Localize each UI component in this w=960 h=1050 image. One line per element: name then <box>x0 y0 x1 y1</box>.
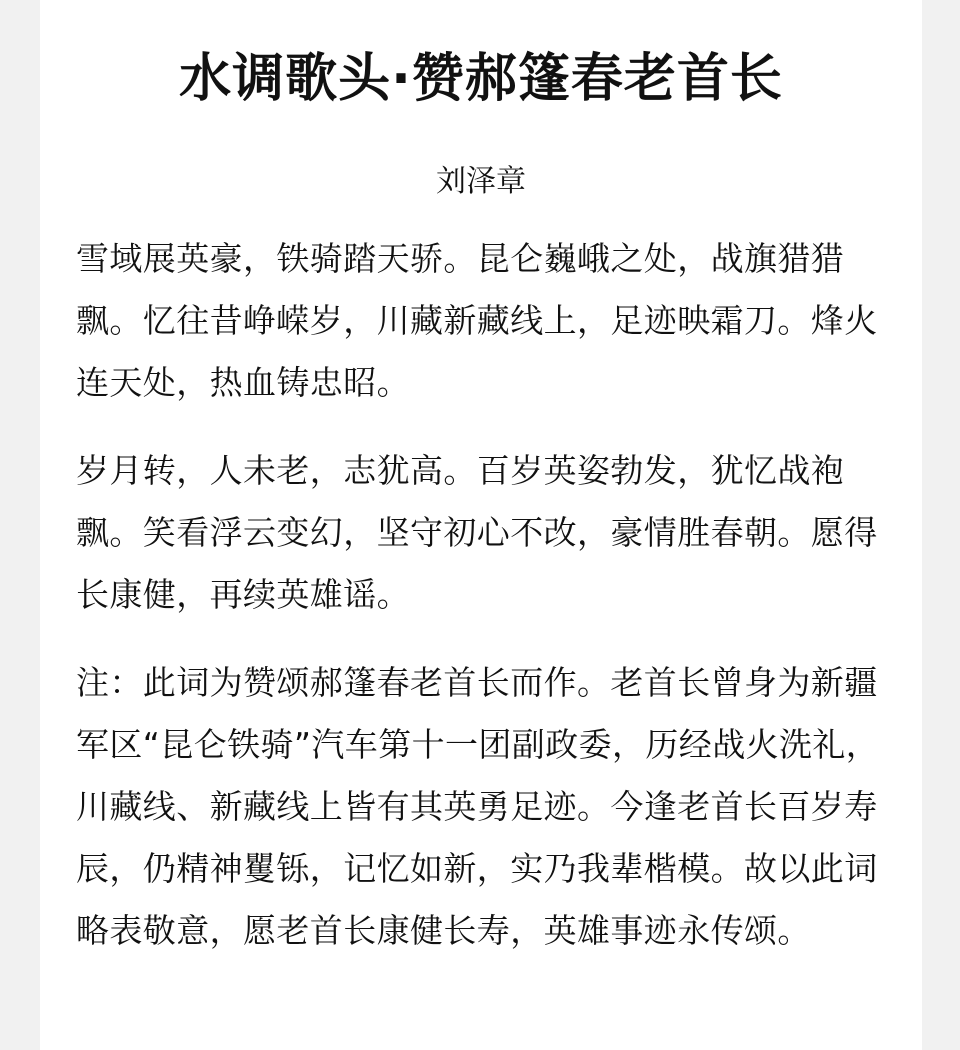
poem-stanza-2: 岁月转，人未老，志犹高。百岁英姿勃发，犹忆战袍飘。笑看浮云变幻，坚守初心不改，豪情胜春朝。愿得长康健，再续英雄谣。 <box>76 451 878 614</box>
poem-stanza-1: 雪域展英豪，铁骑踏天骄。昆仑巍峨之处，战旗猎猎飘。忆往昔峥嵘岁，川藏新藏线上，足迹映霜刀。烽火连天处，热血铸忠昭。 <box>76 239 878 402</box>
poem-title: 水调歌头·赞郝篷春老首长 <box>179 49 783 109</box>
poem-note: 注：此词为赞颂郝篷春老首长而作。老首长曾身为新疆军区“昆仑铁骑”汽车第十一团副政委，历经战火洗礼，川藏线、新藏线上皆有其英勇足迹。今逢老首长百岁寿辰，仍精神矍铄，记忆如新，实乃我辈楷模。故以此词略表敬意，愿老首长康健长寿，英雄事迹永传颂。 <box>76 663 880 950</box>
poem-author: 刘泽章 <box>436 164 526 199</box>
document-page <box>40 0 922 1050</box>
